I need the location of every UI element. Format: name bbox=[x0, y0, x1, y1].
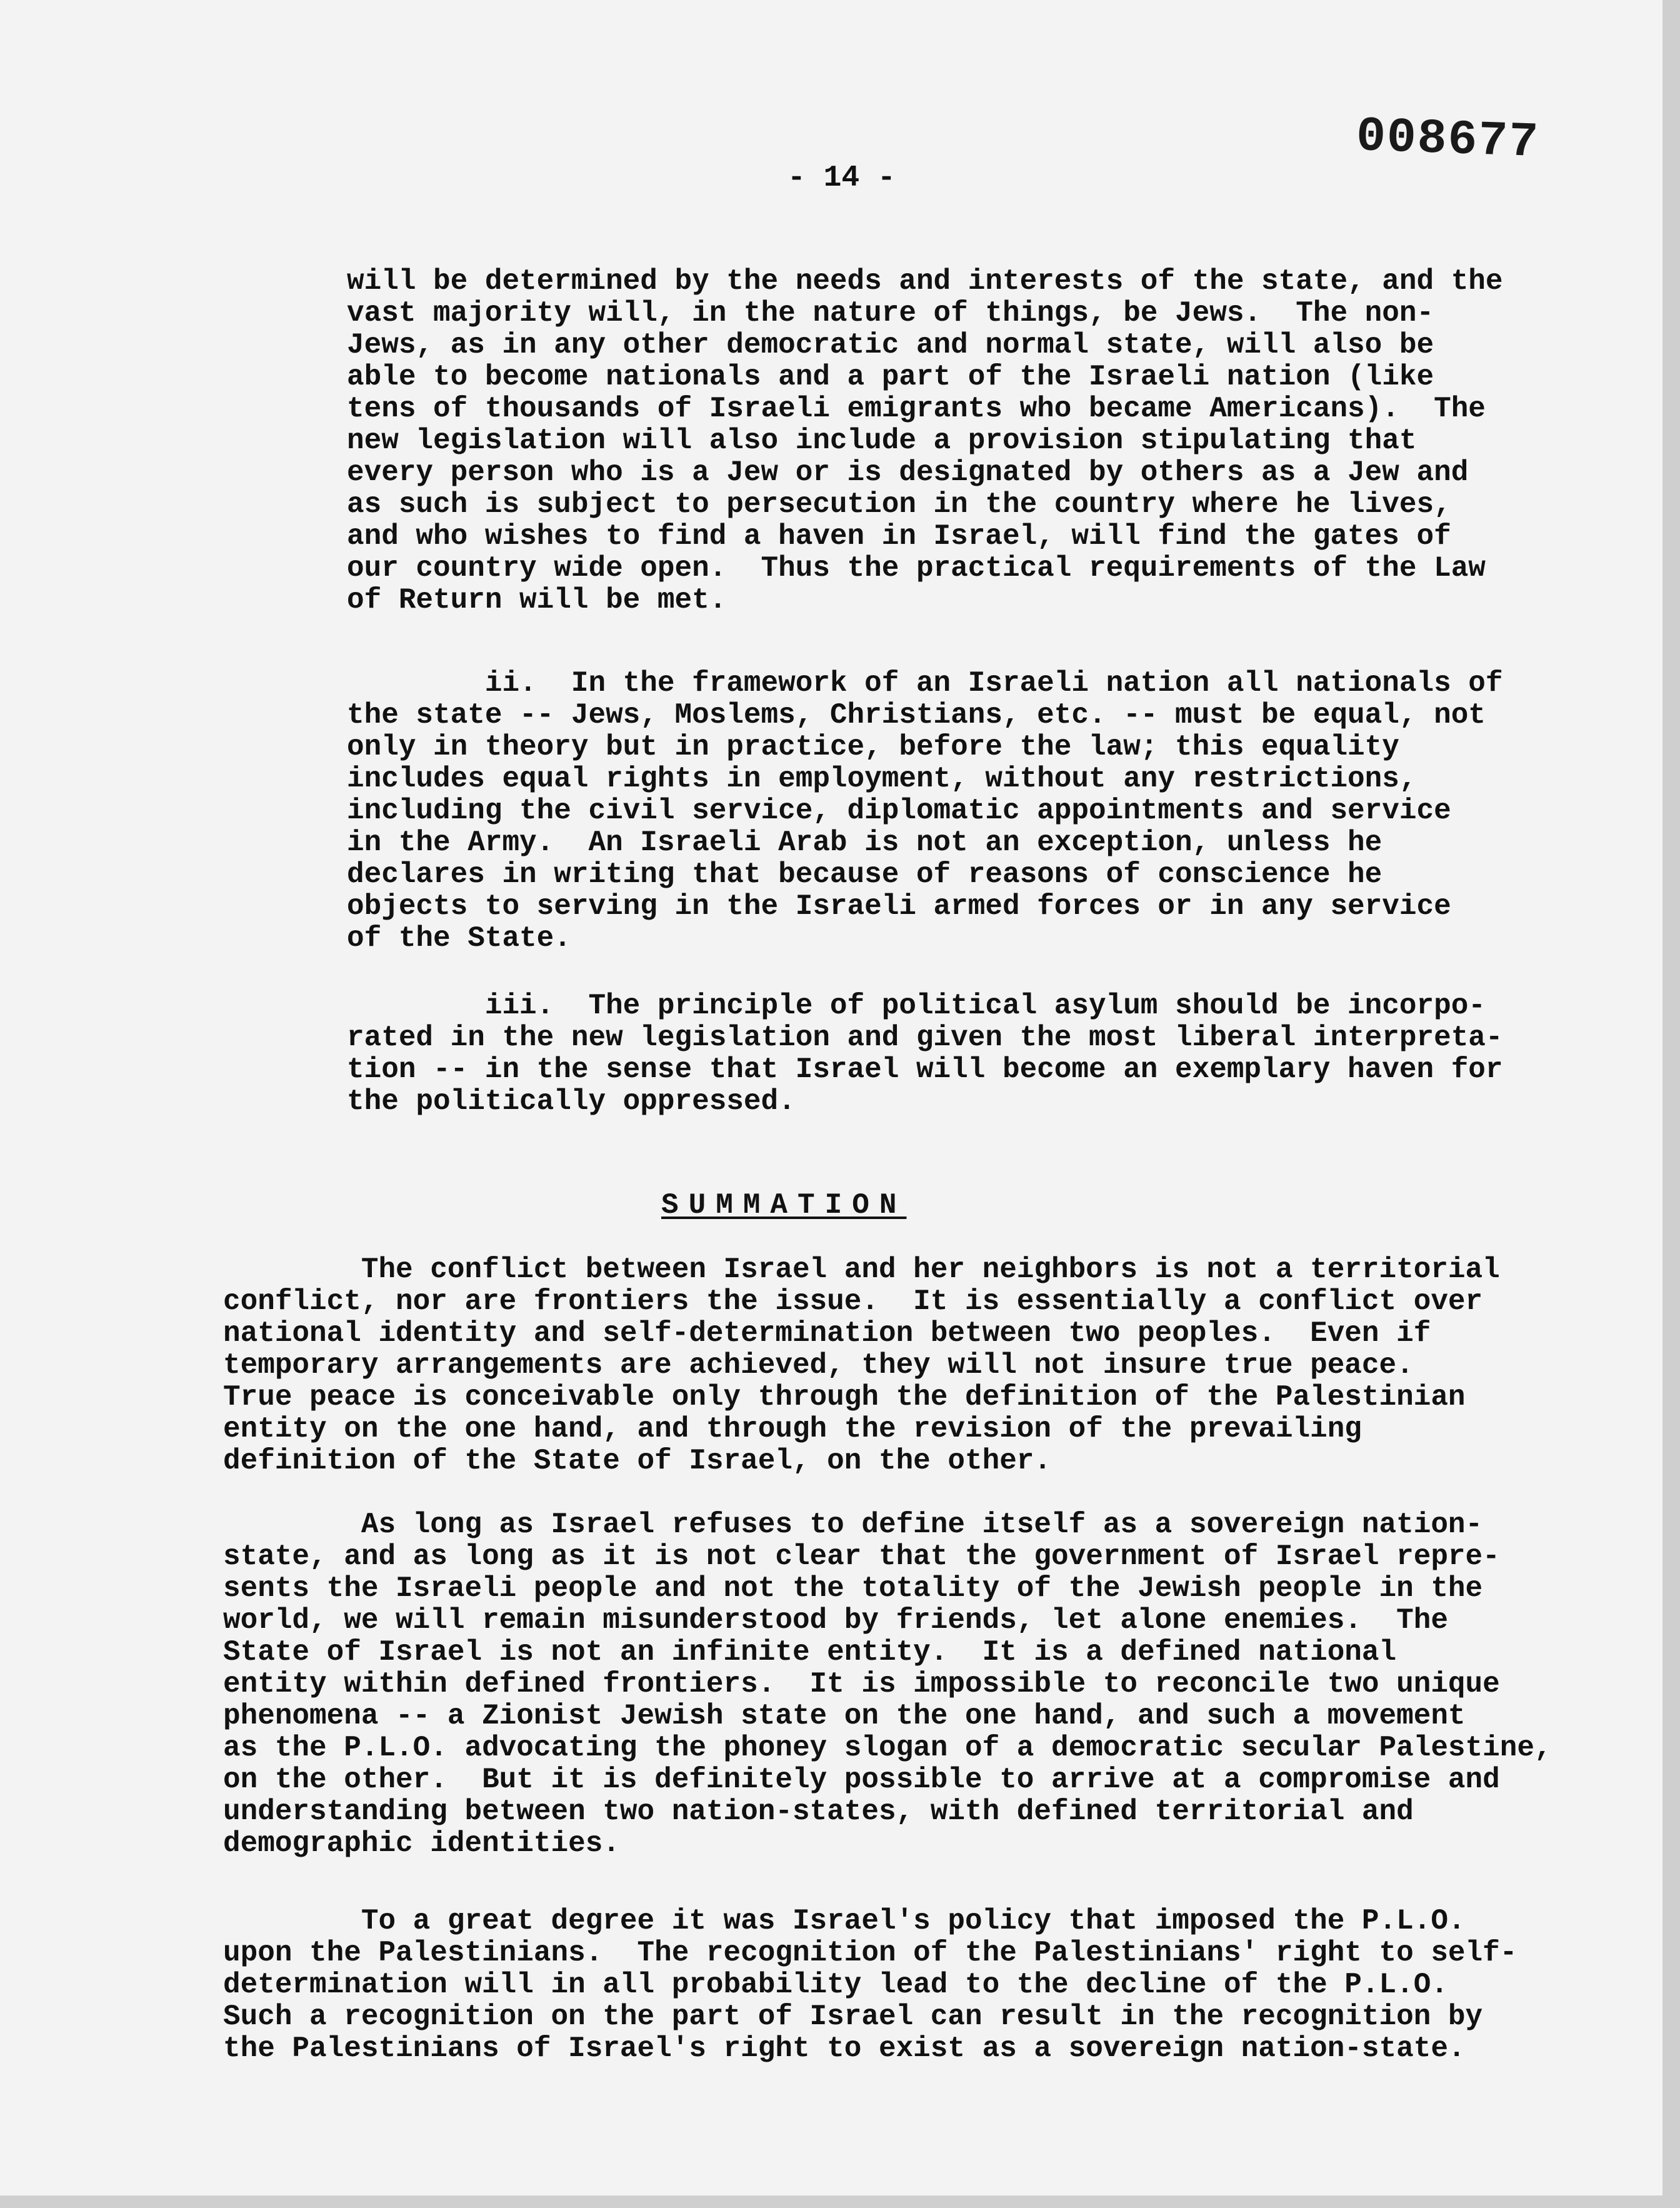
item-ii-paragraph bbox=[347, 668, 1503, 955]
text-line: including the civil service, diplomatic appointments and service bbox=[347, 795, 1451, 827]
text-line: of the State. bbox=[347, 922, 571, 955]
text-line: demographic identities. bbox=[223, 1827, 620, 1860]
text-line: To a great degree it was Israel's policy that imposed the P.L.O. bbox=[223, 1905, 1466, 1937]
text-line: entity on the one hand, and through the revision of the prevailing bbox=[223, 1413, 1362, 1445]
scan-border-right bbox=[1662, 0, 1680, 2208]
text-line: ii. In the framework of an Israeli nation all nationals of bbox=[347, 667, 1503, 700]
text-line: definition of the State of Israel, on the other. bbox=[223, 1445, 1052, 1477]
text-line: state, and as long as it is not clear that the government of Israel repre- bbox=[223, 1540, 1500, 1573]
text-line: True peace is conceivable only through the definition of the Palestinian bbox=[223, 1381, 1466, 1413]
text-line: rated in the new legislation and given the most liberal interpreta- bbox=[347, 1021, 1503, 1054]
summation-paragraph-1 bbox=[223, 1254, 1500, 1477]
text-line: Such a recognition on the part of Israel can result in the recognition by bbox=[223, 2000, 1483, 2033]
text-line: and who wishes to find a haven in Israel, will find the gates of bbox=[347, 520, 1451, 553]
text-line: new legislation will also include a provision stipulating that bbox=[347, 424, 1417, 457]
text-line: State of Israel is not an infinite entity. It is a defined national bbox=[223, 1636, 1397, 1669]
text-line: conflict, nor are frontiers the issue. It is essentially a conflict over bbox=[223, 1285, 1483, 1318]
summation-paragraph-2 bbox=[223, 1509, 1552, 1860]
text-line: the politically oppressed. bbox=[347, 1085, 796, 1118]
scan-border-bottom bbox=[0, 2195, 1680, 2208]
text-line: declares in writing that because of reasons of conscience he bbox=[347, 858, 1382, 891]
text-line: every person who is a Jew or is designated by others as a Jew and bbox=[347, 456, 1469, 489]
text-line: temporary arrangements are achieved, they will not insure true peace. bbox=[223, 1349, 1414, 1382]
text-line: able to become nationals and a part of the Israeli nation (like bbox=[347, 361, 1434, 393]
text-line: the state -- Jews, Moslems, Christians, etc. -- must be equal, not bbox=[347, 699, 1486, 731]
text-line: national identity and self-determination between two peoples. Even if bbox=[223, 1317, 1431, 1350]
text-line: iii. The principle of political asylum should be incorpo- bbox=[347, 990, 1486, 1022]
text-line: in the Army. An Israeli Arab is not an exception, unless he bbox=[347, 826, 1382, 859]
text-line: tens of thousands of Israeli emigrants who became Americans). The bbox=[347, 393, 1486, 425]
text-line: as such is subject to persecution in the country where he lives, bbox=[347, 488, 1451, 521]
text-line: the Palestinians of Israel's right to exist as a sovereign nation-state. bbox=[223, 2032, 1466, 2065]
page-number: - 14 - bbox=[788, 161, 896, 195]
text-line: of Return will be met. bbox=[347, 584, 727, 616]
item-iii-paragraph bbox=[347, 990, 1503, 1118]
text-line: phenomena -- a Zionist Jewish state on the one hand, and such a movement bbox=[223, 1700, 1466, 1732]
summation-paragraph-3 bbox=[223, 1905, 1517, 2065]
text-line: will be determined by the needs and interests of the state, and the bbox=[347, 265, 1503, 298]
document-stamp-number: 008677 bbox=[1355, 109, 1541, 171]
text-line: only in theory but in practice, before the law; this equality bbox=[347, 731, 1399, 763]
text-line: tion -- in the sense that Israel will become an exemplary haven for bbox=[347, 1053, 1503, 1086]
text-line: understanding between two nation-states, with defined territorial and bbox=[223, 1795, 1414, 1828]
text-line: entity within defined frontiers. It is impossible to reconcile two unique bbox=[223, 1668, 1500, 1700]
text-line: vast majority will, in the nature of things, be Jews. The non- bbox=[347, 297, 1434, 329]
summation-heading: SUMMATION bbox=[661, 1189, 907, 1222]
text-line: as the P.L.O. advocating the phoney slogan of a democratic secular Palestine, bbox=[223, 1732, 1552, 1764]
text-line: on the other. But it is definitely possible to arrive at a compromise and bbox=[223, 1764, 1500, 1796]
continuation-paragraph bbox=[347, 266, 1503, 616]
text-line: includes equal rights in employment, without any restrictions, bbox=[347, 763, 1417, 795]
text-line: world, we will remain misunderstood by friends, let alone enemies. The bbox=[223, 1604, 1448, 1637]
text-line: sents the Israeli people and not the totality of the Jewish people in the bbox=[223, 1572, 1483, 1605]
text-line: As long as Israel refuses to define itself as a sovereign nation- bbox=[223, 1508, 1483, 1541]
text-line: objects to serving in the Israeli armed forces or in any service bbox=[347, 890, 1451, 923]
text-line: Jews, as in any other democratic and normal state, will also be bbox=[347, 329, 1434, 361]
text-line: upon the Palestinians. The recognition of the Palestinians' right to self- bbox=[223, 1937, 1518, 1969]
text-line: determination will in all probability lead to the decline of the P.L.O. bbox=[223, 1969, 1448, 2001]
text-line: The conflict between Israel and her neighbors is not a territorial bbox=[223, 1253, 1500, 1286]
text-line: our country wide open. Thus the practical requirements of the Law bbox=[347, 552, 1486, 585]
